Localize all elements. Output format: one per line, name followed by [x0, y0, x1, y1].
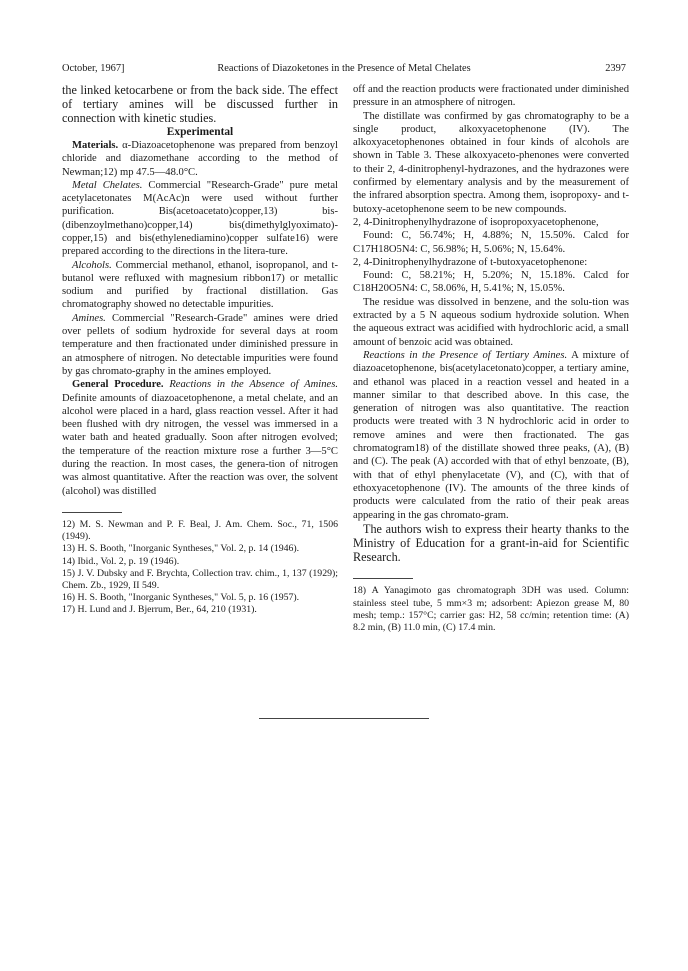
right-paragraph-2: The distillate was confirmed by gas chromatography to be a single product, alkoxyacetophenone (IV). The alkoxyacetophenones obtained in four kinds of alcohols are shown in Table 3. These alkoxyaceto-phenones were converted to their 2, 4-dinitrophenyl-hydrazones, and the hydrazones were confirmed by elementary analysis and by the measurement of the infrared absorption spectra. Among them, isopropoxy- and t-butoxy-acetophenone seem to be new compounds.: [353, 110, 629, 215]
chelates-paragraph: [62, 179, 338, 259]
footnote-14: 14) Ibid., Vol. 2, p. 19 (1946).: [62, 555, 180, 567]
amines-text: Commercial "Research-Grade" amines were dried over pellets of sodium hydroxide for several days at room temperature and then fractionated under diminished pressure in an atmosphere of nitrogen. No detectable impurities were found by gas chromato-graphy in the amines employed.: [62, 312, 338, 377]
alcohols-heading: Alcohols.: [72, 259, 112, 271]
footnote-divider: [62, 512, 122, 513]
tertiary-amines-heading: Reactions in the Presence of Tertiary Amines.: [363, 349, 568, 361]
right-paragraph-4: Found: C, 56.74%; H, 4.88%; N, 15.50%. Calcd for C17H18O5N4: C, 56.98%; H, 5.06%; N, 15.64%.: [353, 230, 629, 255]
tertiary-amines-paragraph: [353, 349, 629, 522]
page-number: 2397: [605, 63, 626, 74]
right-paragraph-3: 2, 4-Dinitrophenylhydrazone of isopropoxyacetophenone,: [353, 216, 599, 228]
right-paragraph-7: The residue was dissolved in benzene, and the solu-tion was extracted by a 5 N aqueous sodium hydroxide solution. When the aqueous extract was acidified with hydrochloric acid, a small amount of benzoic acid was obtained.: [353, 296, 629, 348]
chelates-heading: Metal Chelates.: [72, 179, 143, 191]
amines-paragraph: [62, 312, 338, 378]
right-paragraph-6: Found: C, 58.21%; H, 5.20%; N, 15.18%. Calcd for C18H20O5N4: C, 58.06%, H, 5.41%; N, 15.05%.: [353, 270, 629, 295]
header-title: Reactions of Diazoketones in the Presence of Metal Chelates: [217, 63, 471, 74]
section-title: Experimental: [166, 125, 234, 138]
alcohols-text: Commercial methanol, ethanol, isopropanol, and t-butanol were refluxed with magnesium ribbon17) or metallic sodium and purified by fractional distillation. Gas chromatography showed no detectable impurities.: [62, 259, 338, 311]
footnote-13: 13) H. S. Booth, "Inorganic Syntheses," Vol. 2, p. 14 (1946).: [62, 543, 300, 555]
acknowledgement: The authors wish to express their hearty thanks to the Ministry of Education for a grant-in-aid for Scientific Research.: [353, 521, 629, 565]
lead-paragraph: the linked ketocarbene or from the back side. The effect of tertiary amines will be discussed further in connection with kinetic studies.: [62, 83, 338, 126]
footnote-16: 16) H. S. Booth, "Inorganic Syntheses," Vol. 5, p. 16 (1957).: [62, 592, 300, 604]
left-column: [62, 83, 338, 617]
right-paragraph-5: 2, 4-Dinitrophenylhydrazone of t-butoxyacetophenone:: [353, 256, 588, 268]
materials-text: α-Diazoacetophenone was prepared from benzoyl chloride and diazomethane according to the method of Newman;12) mp 47.5—48.0°C.: [62, 139, 339, 178]
alcohols-paragraph: [62, 259, 338, 312]
footnote-12: 12) M. S. Newman and P. F. Beal, J. Am. Chem. Soc., 71, 1506 (1949).: [62, 518, 338, 543]
general-procedure-subheading: Reactions in the Absence of Amines.: [169, 379, 338, 391]
footnote-18: 18) A Yanagimoto gas chromatograph 3DH was used. Column: stainless steel tube, 5 mm×3 m; adsorbent: Apiezon grease M, 80 mesh; temp.: 157°C; carrier gas: H2, 58 cc/min; retention time: (A) 8.2 min, (B) 11.0 min, (C) 17.4 min.: [353, 585, 629, 634]
general-procedure-heading: General Procedure.: [72, 379, 164, 391]
materials-heading: Materials.: [72, 139, 119, 151]
footnote-15: 15) J. V. Dubsky and F. Brychta, Collection trav. chim., 1, 137 (1929); Chem. Zb., 1929, II 549.: [62, 567, 338, 591]
right-column: [353, 83, 629, 634]
general-procedure-text: Definite amounts of diazoacetophenone, a metal chelate, and an alcohol were placed in a hard, glass reaction vessel. After it had been flushed with dry nitrogen, the vessel was immersed in a water bath and heated gradually. Soon after nitrogen evolved; the temperature of the reaction mixture rose a further 3—5°C during the reaction. In most cases, the genera-tion of nitrogen was almost quantitative. After the reaction was over, the solvent (alcohol) was distilled: [62, 392, 338, 497]
running-header: [62, 62, 626, 76]
end-of-article-rule: [259, 718, 429, 719]
header-date: October, 1967]: [62, 63, 125, 74]
right-footnotes: [353, 585, 629, 634]
tertiary-amines-text: A mixture of diazoacetophenone, bis(acetylacetonato)copper, a tertiary amine, and ethanol was placed in a reaction vessel and heated in a manner similar to that described above. In this case, the generation of nitrogen was also quantitative. The reaction products were treated with 3 N hydrochloric acid in order to remove amines and were then fractionated. The gas chromatogram18) of the distillate showed three peaks, (A), (B) and (C). The peak (A) accorded with that of ethyl benzoate, (B), with that of ethyl phenylacetate (V), and (C), with that of ethoxyacetophenone (IV). The amounts of the three kinds of products were calculated from the ratio of their peak areas appearing in the gas chromato-gram.: [353, 349, 629, 521]
right-paragraph-1: off and the reaction products were fractionated under diminished pressure in an atmosphere of nitrogen.: [353, 84, 629, 109]
chelates-text: Commercial "Research-Grade" pure metal acetylacetonates M(AcAc)n were used without further purification. Bis(acetoacetato)copper,13) bis-(dibenzoylmethano)copper,14) bis(dimethylglyoximato)-copper,15) and bis(ethylenediamino)copper sulfate16) were prepared according to the directions in the litera-ture.: [62, 179, 338, 258]
footnote-17: 17) H. Lund and J. Bjerrum, Ber., 64, 210 (1931).: [62, 604, 257, 616]
general-procedure-paragraph: [62, 378, 338, 498]
materials-paragraph: [62, 139, 338, 179]
amines-heading: Amines.: [72, 312, 106, 324]
left-footnotes: [62, 519, 338, 617]
footnote-divider-right: [353, 578, 413, 579]
